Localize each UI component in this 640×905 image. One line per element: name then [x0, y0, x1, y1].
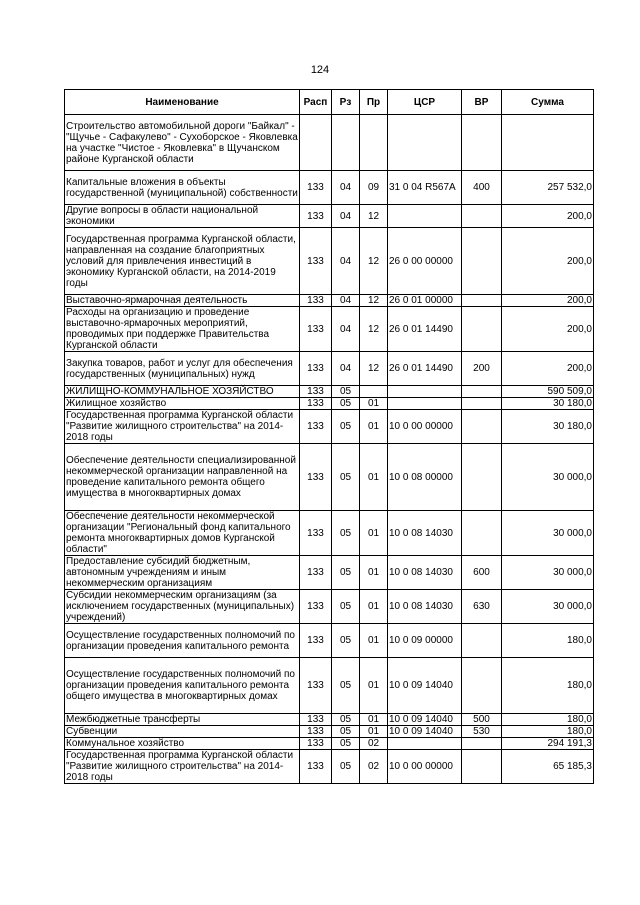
- cell-pr: 01: [360, 556, 388, 590]
- table-row: [65, 410, 594, 444]
- table-row: [65, 444, 594, 511]
- cell-sum: 200,0: [502, 352, 594, 386]
- cell-sum: 30 000,0: [502, 590, 594, 624]
- cell-name: Государственная программа Курганской области "Развитие жилищного строительства" на 2014-2018 годы: [65, 750, 300, 784]
- cell-pr: 02: [360, 750, 388, 784]
- cell-pr: 12: [360, 205, 388, 228]
- table-row: [65, 398, 594, 410]
- column-header-rasp: Расп: [300, 90, 332, 115]
- cell-vr: [462, 295, 502, 307]
- cell-rz: 05: [332, 511, 360, 556]
- cell-pr: 12: [360, 228, 388, 295]
- cell-rz: 05: [332, 714, 360, 726]
- cell-vr: 400: [462, 171, 502, 205]
- cell-name: Субвенции: [65, 726, 300, 738]
- cell-sum: 200,0: [502, 205, 594, 228]
- cell-csr: 10 0 09 00000: [388, 624, 462, 658]
- cell-sum: 200,0: [502, 295, 594, 307]
- cell-sum: 294 191,3: [502, 738, 594, 750]
- cell-rasp: 133: [300, 658, 332, 714]
- cell-name: ЖИЛИЩНО-КОММУНАЛЬНОЕ ХОЗЯЙСТВО: [65, 386, 300, 398]
- cell-pr: [360, 115, 388, 171]
- cell-name: Другие вопросы в области национальной экономики: [65, 205, 300, 228]
- cell-vr: 530: [462, 726, 502, 738]
- cell-rasp: 133: [300, 511, 332, 556]
- cell-rasp: [300, 115, 332, 171]
- cell-rz: 05: [332, 410, 360, 444]
- cell-vr: 500: [462, 714, 502, 726]
- cell-sum: 30 000,0: [502, 556, 594, 590]
- cell-name: Государственная программа Курганской области, направленная на создание благоприятных условий для привлечения инвестиций в экономику Курганской области, на 2014-2019 годы: [65, 228, 300, 295]
- cell-csr: 10 0 00 00000: [388, 750, 462, 784]
- cell-vr: [462, 511, 502, 556]
- cell-csr: [388, 386, 462, 398]
- cell-vr: [462, 307, 502, 352]
- cell-rz: 04: [332, 228, 360, 295]
- cell-csr: 26 0 01 00000: [388, 295, 462, 307]
- cell-sum: 590 509,0: [502, 386, 594, 398]
- cell-name: Осуществление государственных полномочий по организации проведения капитального ремонта общего имущества в многоквартирных домах: [65, 658, 300, 714]
- cell-rz: 05: [332, 658, 360, 714]
- cell-rasp: 133: [300, 228, 332, 295]
- cell-pr: 01: [360, 444, 388, 511]
- table-row: [65, 228, 594, 295]
- cell-name: Строительство автомобильной дороги "Байкал" - "Щучье - Сафакулево" - Сухоборское - Яковлевка на участке "Чистое - Яковлевка" в Щучанском районе Курганской области: [65, 115, 300, 171]
- cell-sum: 180,0: [502, 714, 594, 726]
- column-header-csr: ЦСР: [388, 90, 462, 115]
- cell-pr: 01: [360, 658, 388, 714]
- cell-vr: 630: [462, 590, 502, 624]
- cell-csr: 10 0 08 14030: [388, 556, 462, 590]
- cell-rz: 05: [332, 556, 360, 590]
- table-row: [65, 115, 594, 171]
- column-header-vr: ВР: [462, 90, 502, 115]
- cell-rasp: 133: [300, 556, 332, 590]
- cell-pr: 01: [360, 590, 388, 624]
- cell-csr: 26 0 01 14490: [388, 352, 462, 386]
- cell-sum: 200,0: [502, 228, 594, 295]
- cell-rz: 04: [332, 171, 360, 205]
- cell-sum: 257 532,0: [502, 171, 594, 205]
- cell-rasp: 133: [300, 714, 332, 726]
- cell-rz: 05: [332, 738, 360, 750]
- table-row: [65, 726, 594, 738]
- cell-name: Обеспечение деятельности специализированной некоммерческой организации направленной на проведение капитального ремонта общего имущества в многоквартирных домах: [65, 444, 300, 511]
- cell-rasp: 133: [300, 444, 332, 511]
- cell-sum: 30 180,0: [502, 410, 594, 444]
- cell-pr: 12: [360, 307, 388, 352]
- cell-rasp: 133: [300, 726, 332, 738]
- cell-name: Межбюджетные трансферты: [65, 714, 300, 726]
- table-row: [65, 352, 594, 386]
- cell-sum: 180,0: [502, 658, 594, 714]
- table-row: [65, 386, 594, 398]
- table-body: [65, 115, 594, 784]
- cell-vr: [462, 386, 502, 398]
- cell-name: Выставочно-ярмарочная деятельность: [65, 295, 300, 307]
- cell-vr: [462, 738, 502, 750]
- cell-sum: [502, 115, 594, 171]
- cell-vr: 600: [462, 556, 502, 590]
- table-row: [65, 205, 594, 228]
- table-row: [65, 714, 594, 726]
- page-number: 124: [310, 64, 330, 76]
- cell-rz: 05: [332, 590, 360, 624]
- cell-vr: [462, 750, 502, 784]
- table-row: [65, 624, 594, 658]
- table-row: [65, 658, 594, 714]
- cell-csr: 10 0 08 00000: [388, 444, 462, 511]
- cell-rasp: 133: [300, 295, 332, 307]
- table-row: [65, 738, 594, 750]
- cell-sum: 180,0: [502, 726, 594, 738]
- cell-sum: 65 185,3: [502, 750, 594, 784]
- cell-name: Закупка товаров, работ и услуг для обеспечения государственных (муниципальных) нужд: [65, 352, 300, 386]
- cell-pr: 01: [360, 410, 388, 444]
- cell-rz: 05: [332, 398, 360, 410]
- cell-vr: 200: [462, 352, 502, 386]
- cell-rz: 04: [332, 205, 360, 228]
- cell-csr: [388, 115, 462, 171]
- cell-csr: [388, 205, 462, 228]
- cell-rasp: 133: [300, 738, 332, 750]
- table-header-row: [65, 90, 594, 115]
- table-row: [65, 750, 594, 784]
- cell-rz: 05: [332, 444, 360, 511]
- cell-vr: [462, 410, 502, 444]
- cell-vr: [462, 658, 502, 714]
- table-row: [65, 511, 594, 556]
- cell-rz: 04: [332, 295, 360, 307]
- cell-sum: 200,0: [502, 307, 594, 352]
- cell-rz: 04: [332, 352, 360, 386]
- cell-rz: 05: [332, 624, 360, 658]
- cell-name: Предоставление субсидий бюджетным, автономным учреждениям и иным некоммерческим организациям: [65, 556, 300, 590]
- cell-sum: 30 000,0: [502, 511, 594, 556]
- cell-pr: 12: [360, 295, 388, 307]
- cell-name: Расходы на организацию и проведение выставочно-ярмарочных мероприятий, проводимых при поддержке Правительства Курганской области: [65, 307, 300, 352]
- table-row: [65, 556, 594, 590]
- table-row: [65, 171, 594, 205]
- cell-sum: 180,0: [502, 624, 594, 658]
- cell-rasp: 133: [300, 410, 332, 444]
- cell-rasp: 133: [300, 171, 332, 205]
- cell-name: Государственная программа Курганской области "Развитие жилищного строительства" на 2014-2018 годы: [65, 410, 300, 444]
- budget-table: [64, 89, 594, 784]
- cell-pr: [360, 386, 388, 398]
- column-header-sum: Сумма: [502, 90, 594, 115]
- cell-name: Обеспечение деятельности некоммерческой организации "Региональный фонд капитального ремонта многоквартирных домов Курганской области": [65, 511, 300, 556]
- column-header-rz: Рз: [332, 90, 360, 115]
- cell-pr: 02: [360, 738, 388, 750]
- cell-rasp: 133: [300, 590, 332, 624]
- cell-csr: [388, 398, 462, 410]
- cell-sum: 30 000,0: [502, 444, 594, 511]
- column-header-name: Наименование: [65, 90, 300, 115]
- cell-rasp: 133: [300, 352, 332, 386]
- cell-csr: 10 0 08 14030: [388, 511, 462, 556]
- cell-csr: [388, 738, 462, 750]
- cell-rasp: 133: [300, 386, 332, 398]
- cell-csr: 10 0 09 14040: [388, 726, 462, 738]
- cell-csr: 26 0 00 00000: [388, 228, 462, 295]
- cell-name: Капитальные вложения в объекты государственной (муниципальной) собственности: [65, 171, 300, 205]
- cell-csr: 10 0 09 14040: [388, 658, 462, 714]
- cell-rasp: 133: [300, 624, 332, 658]
- cell-name: Субсидии некоммерческим организациям (за исключением государственных (муниципальных) учреждений): [65, 590, 300, 624]
- cell-rz: [332, 115, 360, 171]
- cell-pr: 09: [360, 171, 388, 205]
- cell-pr: 01: [360, 726, 388, 738]
- cell-rz: 04: [332, 307, 360, 352]
- cell-csr: 10 0 08 14030: [388, 590, 462, 624]
- cell-vr: [462, 444, 502, 511]
- table-row: [65, 307, 594, 352]
- cell-rz: 05: [332, 750, 360, 784]
- cell-csr: 10 0 00 00000: [388, 410, 462, 444]
- cell-vr: [462, 205, 502, 228]
- column-header-pr: Пр: [360, 90, 388, 115]
- cell-pr: 01: [360, 624, 388, 658]
- cell-name: Коммунальное хозяйство: [65, 738, 300, 750]
- cell-rasp: 133: [300, 750, 332, 784]
- cell-rz: 05: [332, 386, 360, 398]
- cell-rasp: 133: [300, 205, 332, 228]
- cell-pr: 01: [360, 511, 388, 556]
- cell-vr: [462, 228, 502, 295]
- cell-csr: 10 0 09 14040: [388, 714, 462, 726]
- cell-vr: [462, 398, 502, 410]
- cell-pr: 12: [360, 352, 388, 386]
- cell-vr: [462, 624, 502, 658]
- table-row: [65, 295, 594, 307]
- cell-csr: 31 0 04 R567A: [388, 171, 462, 205]
- cell-vr: [462, 115, 502, 171]
- cell-pr: 01: [360, 714, 388, 726]
- cell-name: Жилищное хозяйство: [65, 398, 300, 410]
- cell-rz: 05: [332, 726, 360, 738]
- cell-rasp: 133: [300, 398, 332, 410]
- cell-rasp: 133: [300, 307, 332, 352]
- table-row: [65, 590, 594, 624]
- cell-sum: 30 180,0: [502, 398, 594, 410]
- cell-pr: 01: [360, 398, 388, 410]
- cell-name: Осуществление государственных полномочий по организации проведения капитального ремонта: [65, 624, 300, 658]
- cell-csr: 26 0 01 14490: [388, 307, 462, 352]
